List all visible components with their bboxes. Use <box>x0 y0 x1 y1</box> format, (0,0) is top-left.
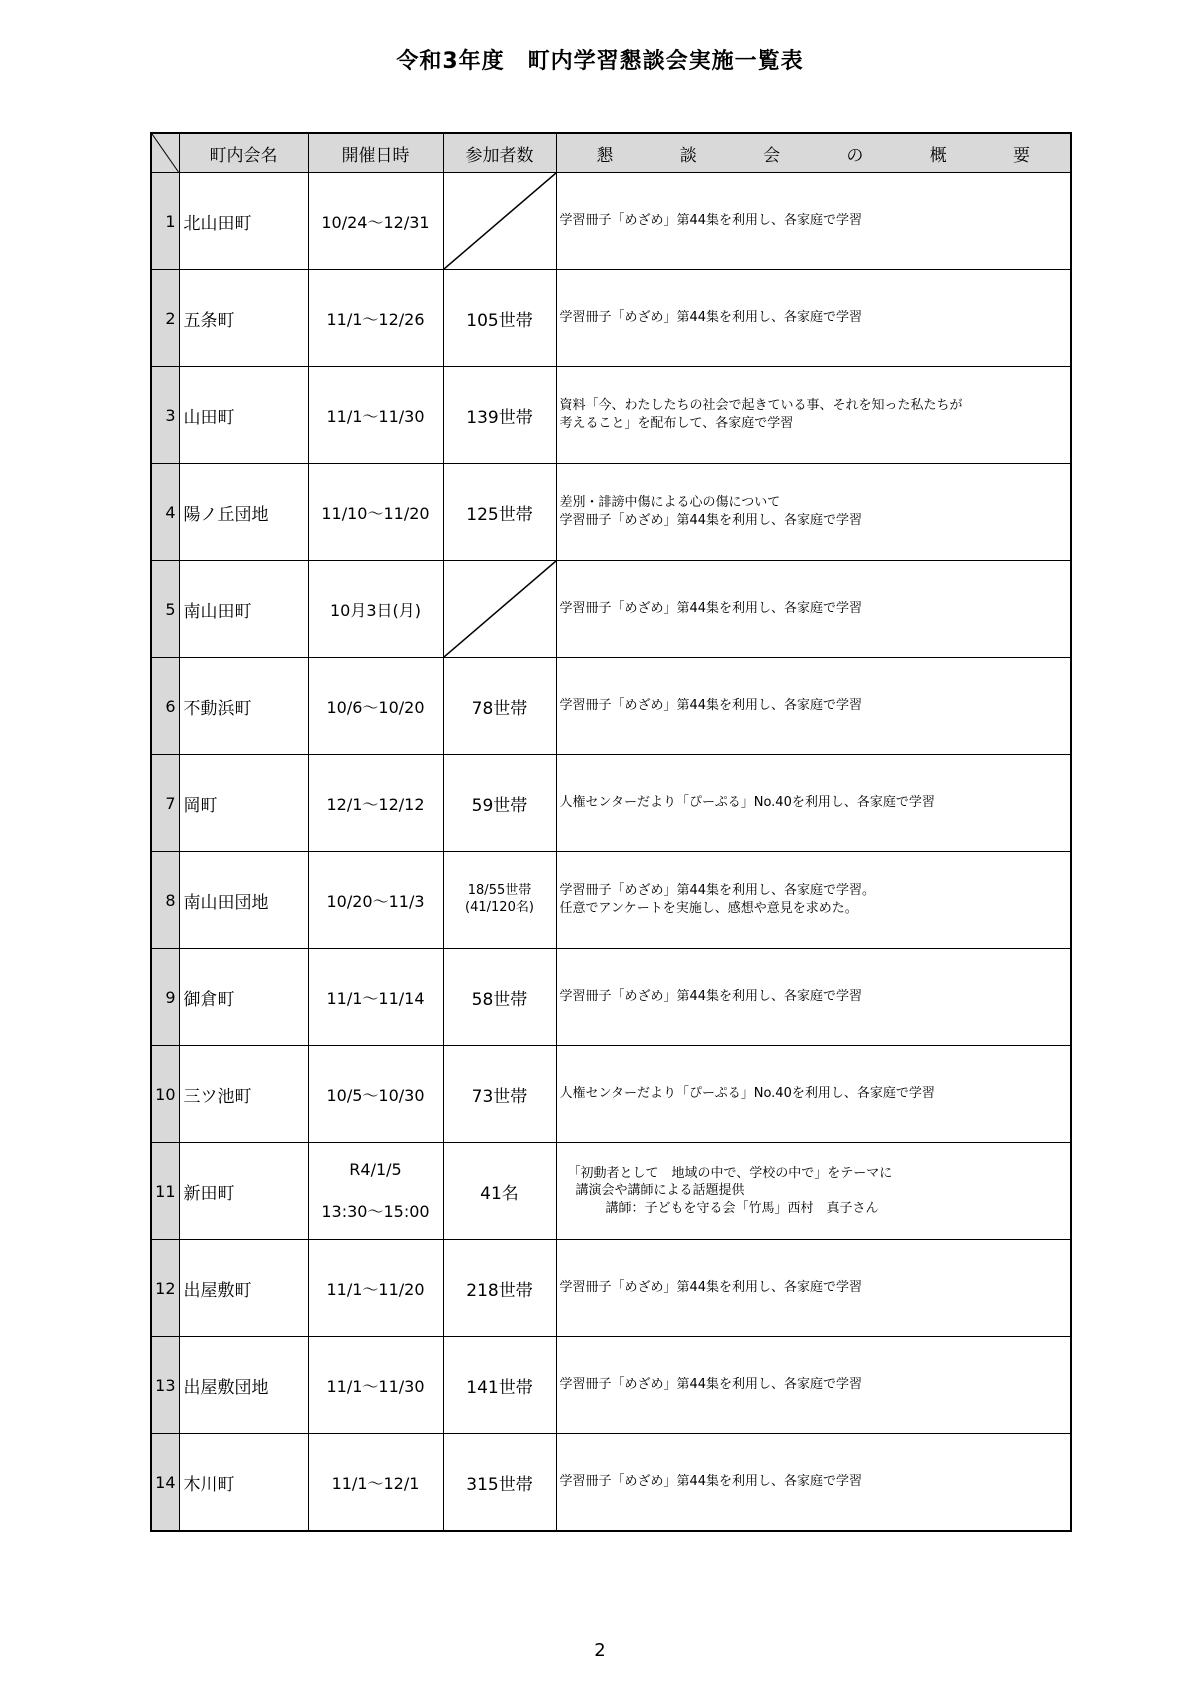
event-date: 11/1～12/1 <box>308 1434 443 1532</box>
row-number: 8 <box>151 852 179 949</box>
diagonal-line <box>152 134 179 172</box>
summary-line: 講師：子どもを守る会「竹馬」西村 真子さん <box>605 1200 879 1216</box>
event-date: 11/1～12/26 <box>308 270 443 367</box>
row-number: 11 <box>151 1143 179 1240</box>
header-summary <box>556 133 1071 173</box>
summary-line: 考えること」を配布して、各家庭で学習 <box>559 416 794 431</box>
participant-count <box>443 852 556 949</box>
table-row <box>151 852 1071 949</box>
header-date: 開催日時 <box>308 133 443 173</box>
town-name: 不動浜町 <box>179 658 308 755</box>
meeting-summary <box>556 949 1071 1046</box>
town-name: 北山田町 <box>179 173 308 270</box>
table-row <box>151 561 1071 658</box>
page-number: 2 <box>594 1640 606 1661</box>
event-date: 11/1～11/30 <box>308 367 443 464</box>
event-date: 10/24～12/31 <box>308 173 443 270</box>
summary-line: 学習冊子「めざめ」第44集を利用し、各家庭で学習。 <box>559 883 876 899</box>
town-name: 出屋敷団地 <box>179 1337 308 1434</box>
town-name: 山田町 <box>179 367 308 464</box>
diagonal-line <box>444 173 556 269</box>
table-row <box>151 1434 1071 1532</box>
header-summary-char: 概 <box>929 145 947 166</box>
meeting-summary <box>556 1337 1071 1434</box>
table-row <box>151 1240 1071 1337</box>
header-row <box>151 133 1071 173</box>
participant-count: 105世帯 <box>443 270 556 367</box>
summary-line: 学習冊子「めざめ」第44集を利用し、各家庭で学習 <box>559 601 863 617</box>
header-count: 参加者数 <box>443 133 556 173</box>
participant-count: 41名 <box>443 1143 556 1240</box>
meeting-table <box>150 132 1072 1532</box>
participant-count-households: 18/55世帯 <box>467 883 532 899</box>
row-number: 1 <box>151 173 179 270</box>
participant-count: 73世帯 <box>443 1046 556 1143</box>
meeting-summary <box>556 464 1071 561</box>
header-corner-cell <box>151 133 179 173</box>
meeting-summary <box>556 367 1071 464</box>
participant-count <box>443 173 556 270</box>
town-name: 南山田団地 <box>179 852 308 949</box>
row-number: 2 <box>151 270 179 367</box>
town-name: 木川町 <box>179 1434 308 1532</box>
meeting-summary <box>556 270 1071 367</box>
participant-count: 59世帯 <box>443 755 556 852</box>
town-name: 岡町 <box>179 755 308 852</box>
summary-line: 「初動者として 地域の中で、学校の中で」をテーマに <box>567 1165 893 1181</box>
meeting-summary <box>556 658 1071 755</box>
event-date: 12/1～12/12 <box>308 755 443 852</box>
meeting-summary <box>556 1434 1071 1532</box>
event-date-line: R4/1/5 <box>349 1160 402 1180</box>
row-number: 14 <box>151 1434 179 1532</box>
table-row <box>151 1046 1071 1143</box>
event-date: 10/5～10/30 <box>308 1046 443 1143</box>
row-number: 7 <box>151 755 179 852</box>
meeting-summary <box>556 561 1071 658</box>
diagonal-line <box>444 561 556 657</box>
summary-line: 学習冊子「めざめ」第44集を利用し、各家庭で学習 <box>559 310 863 326</box>
participant-count: 58世帯 <box>443 949 556 1046</box>
summary-line: 資料「今、わたしたちの社会で起きている事、それを知った私たちが <box>559 398 963 414</box>
header-name: 町内会名 <box>179 133 308 173</box>
event-date: 10/6～10/20 <box>308 658 443 755</box>
header-summary-char: 懇 <box>596 145 614 166</box>
table-row <box>151 1337 1071 1434</box>
table-row <box>151 1143 1071 1240</box>
summary-line: 学習冊子「めざめ」第44集を利用し、各家庭で学習 <box>559 989 863 1005</box>
summary-line: 講演会や講師による話題提供 <box>575 1183 745 1199</box>
town-name: 陽ノ丘団地 <box>179 464 308 561</box>
event-date: 11/1～11/30 <box>308 1337 443 1434</box>
table-row <box>151 755 1071 852</box>
event-time-line: 13:30～15:00 <box>321 1202 430 1221</box>
summary-line: 学習冊子「めざめ」第44集を利用し、各家庭で学習 <box>559 513 863 528</box>
summary-line: 学習冊子「めざめ」第44集を利用し、各家庭で学習 <box>559 1474 863 1490</box>
row-number: 5 <box>151 561 179 658</box>
event-date: 11/1～11/14 <box>308 949 443 1046</box>
town-name: 御倉町 <box>179 949 308 1046</box>
participant-count: 78世帯 <box>443 658 556 755</box>
table-row <box>151 658 1071 755</box>
meeting-summary <box>556 1143 1071 1240</box>
row-number: 10 <box>151 1046 179 1143</box>
summary-line: 差別・誹謗中傷による心の傷について <box>559 495 781 511</box>
row-number: 3 <box>151 367 179 464</box>
event-date: 10/20～11/3 <box>308 852 443 949</box>
participant-count <box>443 561 556 658</box>
participant-count: 315世帯 <box>443 1434 556 1532</box>
table-row <box>151 367 1071 464</box>
participant-count: 218世帯 <box>443 1240 556 1337</box>
town-name: 三ツ池町 <box>179 1046 308 1143</box>
town-name: 出屋敷町 <box>179 1240 308 1337</box>
meeting-summary <box>556 755 1071 852</box>
row-number: 13 <box>151 1337 179 1434</box>
meeting-summary <box>556 852 1071 949</box>
event-date: 10月3日(月) <box>308 561 443 658</box>
table-row <box>151 270 1071 367</box>
table-row <box>151 464 1071 561</box>
header-summary-char: 会 <box>763 145 781 166</box>
town-name: 五条町 <box>179 270 308 367</box>
meeting-summary <box>556 1240 1071 1337</box>
summary-line: 人権センターだより「ぴーぷる」No.40を利用し、各家庭で学習 <box>559 1086 935 1102</box>
town-name: 南山田町 <box>179 561 308 658</box>
event-date: 11/1～11/20 <box>308 1240 443 1337</box>
summary-line: 学習冊子「めざめ」第44集を利用し、各家庭で学習 <box>559 1280 863 1296</box>
event-date <box>308 1143 443 1240</box>
header-summary-char: 要 <box>1012 145 1030 166</box>
summary-line: 学習冊子「めざめ」第44集を利用し、各家庭で学習 <box>559 213 863 229</box>
meeting-summary <box>556 1046 1071 1143</box>
header-summary-char: 談 <box>679 145 697 166</box>
table-row <box>151 949 1071 1046</box>
summary-line: 学習冊子「めざめ」第44集を利用し、各家庭で学習 <box>559 698 863 714</box>
row-number: 12 <box>151 1240 179 1337</box>
participant-count: 141世帯 <box>443 1337 556 1434</box>
town-name: 新田町 <box>179 1143 308 1240</box>
summary-line: 任意でアンケートを実施し、感想や意見を求めた。 <box>559 901 858 916</box>
table-row <box>151 173 1071 270</box>
participant-count-persons: (41/120名) <box>465 900 534 915</box>
meeting-summary <box>556 173 1071 270</box>
participant-count: 125世帯 <box>443 464 556 561</box>
participant-count: 139世帯 <box>443 367 556 464</box>
header-summary-char: の <box>846 145 864 166</box>
event-date: 11/10～11/20 <box>308 464 443 561</box>
summary-line: 学習冊子「めざめ」第44集を利用し、各家庭で学習 <box>559 1377 863 1393</box>
row-number: 6 <box>151 658 179 755</box>
summary-line: 人権センターだより「ぴーぷる」No.40を利用し、各家庭で学習 <box>559 795 935 811</box>
row-number: 9 <box>151 949 179 1046</box>
row-number: 4 <box>151 464 179 561</box>
page-title: 令和3年度 町内学習懇談会実施一覧表 <box>396 49 804 74</box>
